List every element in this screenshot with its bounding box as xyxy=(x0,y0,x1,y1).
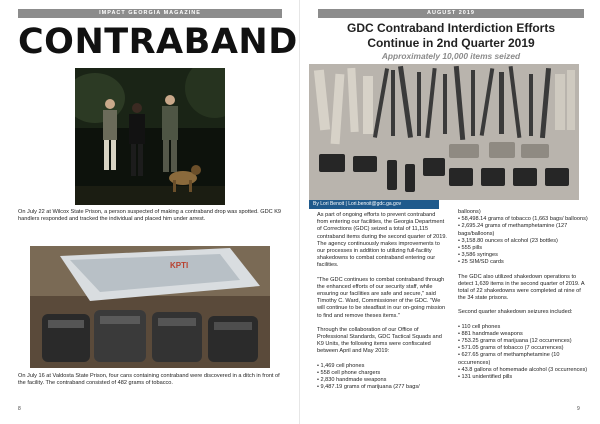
list-item: • 110 cell phones xyxy=(458,323,501,330)
list-item: • 9,487.19 grams of marijuana (277 bags/ xyxy=(317,384,420,391)
tobacco-cans-photo xyxy=(30,246,270,368)
list-item: • 555 pills xyxy=(458,245,483,252)
arrest-photo xyxy=(75,68,225,205)
list-item: • 25 SIM/SD cards xyxy=(458,259,504,266)
list-item: • 3,586 syringes xyxy=(458,252,498,259)
article-column-1 xyxy=(317,212,447,391)
issue-banner: AUGUST 2019 xyxy=(318,9,584,18)
seized-items-photo xyxy=(309,64,579,200)
page-number-right: 9 xyxy=(577,406,580,412)
seized-items-list-cont xyxy=(458,209,588,267)
page-number-left: 8 xyxy=(18,406,21,412)
list-item: • 58,498.14 grams of tobacco (1,663 bags/ balloons) xyxy=(458,216,588,223)
article-title-line2: Continue in 2nd Quarter 2019 xyxy=(367,36,535,50)
magazine-banner: IMPACT GEORGIA MAGAZINE xyxy=(18,9,282,18)
intro-paragraph: As part of ongoing efforts to prevent contraband from entering our facilities, the Georgia Department of Corrections (GDC) seized a total of 11,115 contraband items during the second quarter of 2019. The agency continuously makes improvements to our processes in addition to utilizing full-facility shakedowns to combat contraband entering our facilities. xyxy=(317,212,447,269)
shakedown-paragraph: The GDC also utilized shakedown operations to detect 1,639 items in the second quarter of 2019. A total of 22 shakedowns were completed at nine of the 34 state prisons. xyxy=(458,273,585,302)
article-title xyxy=(318,21,584,51)
byline: By Lori Benoit | Lori.benoit@gdc.ga.gov xyxy=(309,200,439,209)
caption-tobacco: On July 16 at Valdosta State Prison, four cans containing contraband were discovered in a ditch in front of the facility. The contraband consisted of 482 grams of tobacco. xyxy=(18,373,280,387)
list-item: • 131 unidentified pills xyxy=(458,374,513,381)
svg-text:KPTI: KPTI xyxy=(170,261,189,270)
quote-paragraph: "The GDC continues to combat contraband through the enhanced efforts of our security staff, while ensuring our facilities are safe and secure," said Timothy C. Ward, Commissioner of the GDC. "We will continue to be steadfast in our on-going mission to find and remove theses items." xyxy=(317,276,446,319)
shakedown-items-list xyxy=(458,324,588,382)
list-item: • 1,469 cell phones xyxy=(317,362,365,369)
article-column-2 xyxy=(458,209,588,381)
list-item: • 2,695.24 grams of methamphetamine (127 bags/balloons) xyxy=(458,223,568,237)
article-subtitle: Approximately 10,000 items seized xyxy=(381,51,521,61)
list-item: • 3,158.80 ounces of alcohol (23 bottles) xyxy=(458,237,558,244)
list-item: • 2,830 handmade weapons xyxy=(317,377,387,384)
article-title-line1: GDC Contraband Interdiction Efforts xyxy=(347,21,555,35)
list-item: balloons) xyxy=(458,209,481,215)
list-item: • 558 cell phone chargers xyxy=(317,369,381,376)
list-item: • 43.8 gallons of homemade alcohol (3 occurrences) xyxy=(458,366,588,373)
shakedown-intro: Second quarter shakedown seizures included: xyxy=(458,309,573,316)
page-title: CONTRABAND xyxy=(18,22,298,62)
seized-items-list xyxy=(317,363,447,392)
list-item: • 881 handmade weapons xyxy=(458,330,523,337)
list-item: • 571.05 grams of tobacco (7 occurrences) xyxy=(458,345,564,352)
list-item: • 753.25 grams of marijuana (12 occurrences) xyxy=(458,338,572,345)
caption-arrest: On July 22 at Wilcox State Prison, a person suspected of making a contraband drop was spotted. GDC K9 handlers responded and tracked the individual and placed him under arrest. xyxy=(18,209,282,223)
list-item: • 627.65 grams of methamphetamine (10 occurrences) xyxy=(458,352,560,366)
collaboration-paragraph: Through the collaboration of our Office of Professional Standards, GDC Tactical Squads and K9 Units, the following items were confiscated between April and May 2019: xyxy=(317,326,442,355)
